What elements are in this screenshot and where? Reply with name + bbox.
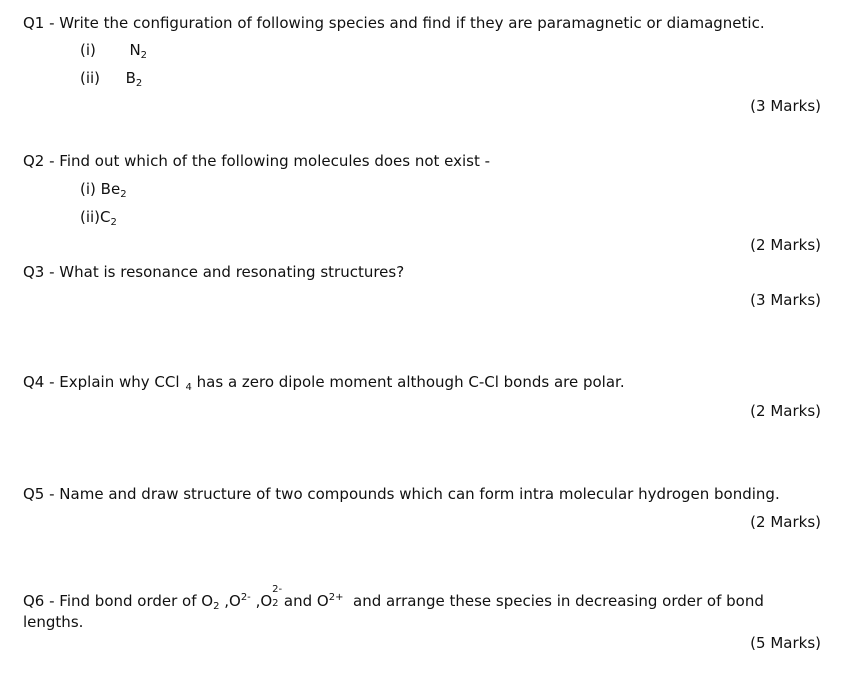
question-2-option-2: [80, 208, 117, 226]
question-3-marks: (3 Marks): [750, 291, 821, 309]
question-6-text: Q6 - Find bond order of $O_2$ $,O^{2-}$ ,O 2- 2 and $O^{2+}$ and arrange these species in decreasing order of bond: [23, 584, 764, 612]
subscript: 4: [185, 382, 192, 393]
question-1-text: Q1 - Write the configuration of following species and find if they are paramagnetic or diamagnetic.: [23, 14, 765, 32]
question-3-text: Q3 - What is resonance and resonating structures?: [23, 263, 405, 281]
species-formula: $B_2$: [125, 69, 143, 89]
question-4-marks: (2 Marks): [750, 402, 821, 420]
option-number: (i): [80, 41, 96, 59]
species-formula: $N_2$: [129, 41, 148, 61]
question-1-option-1: [80, 41, 147, 59]
question-5-marks: (2 Marks): [750, 513, 821, 531]
question-1-option-2: [80, 69, 142, 87]
question-1-marks: (3 Marks): [750, 97, 821, 115]
option-number: (ii): [80, 208, 101, 226]
question-4-text: Q4 - Explain why CCl $_4$ has a zero dipole moment although C-Cl bonds are polar.: [23, 373, 625, 393]
species-formula: $C_2$: [100, 208, 117, 228]
species-formula: $Be_2$: [100, 180, 127, 200]
question-2-marks: (2 Marks): [750, 236, 821, 254]
question-6-text-line-2: lengths.: [23, 613, 84, 631]
question-5-text: Q5 - Name and draw structure of two compounds which can form intra molecular hydrogen bonding.: [23, 485, 780, 503]
option-number: (ii): [80, 69, 101, 87]
question-6-marks: (5 Marks): [750, 634, 821, 652]
sub-superscript: 2- 2: [272, 584, 283, 609]
question-2-option-1: [80, 180, 127, 198]
question-2-text: Q2 - Find out which of the following molecules does not exist -: [23, 152, 491, 170]
option-number: (i): [80, 180, 96, 198]
